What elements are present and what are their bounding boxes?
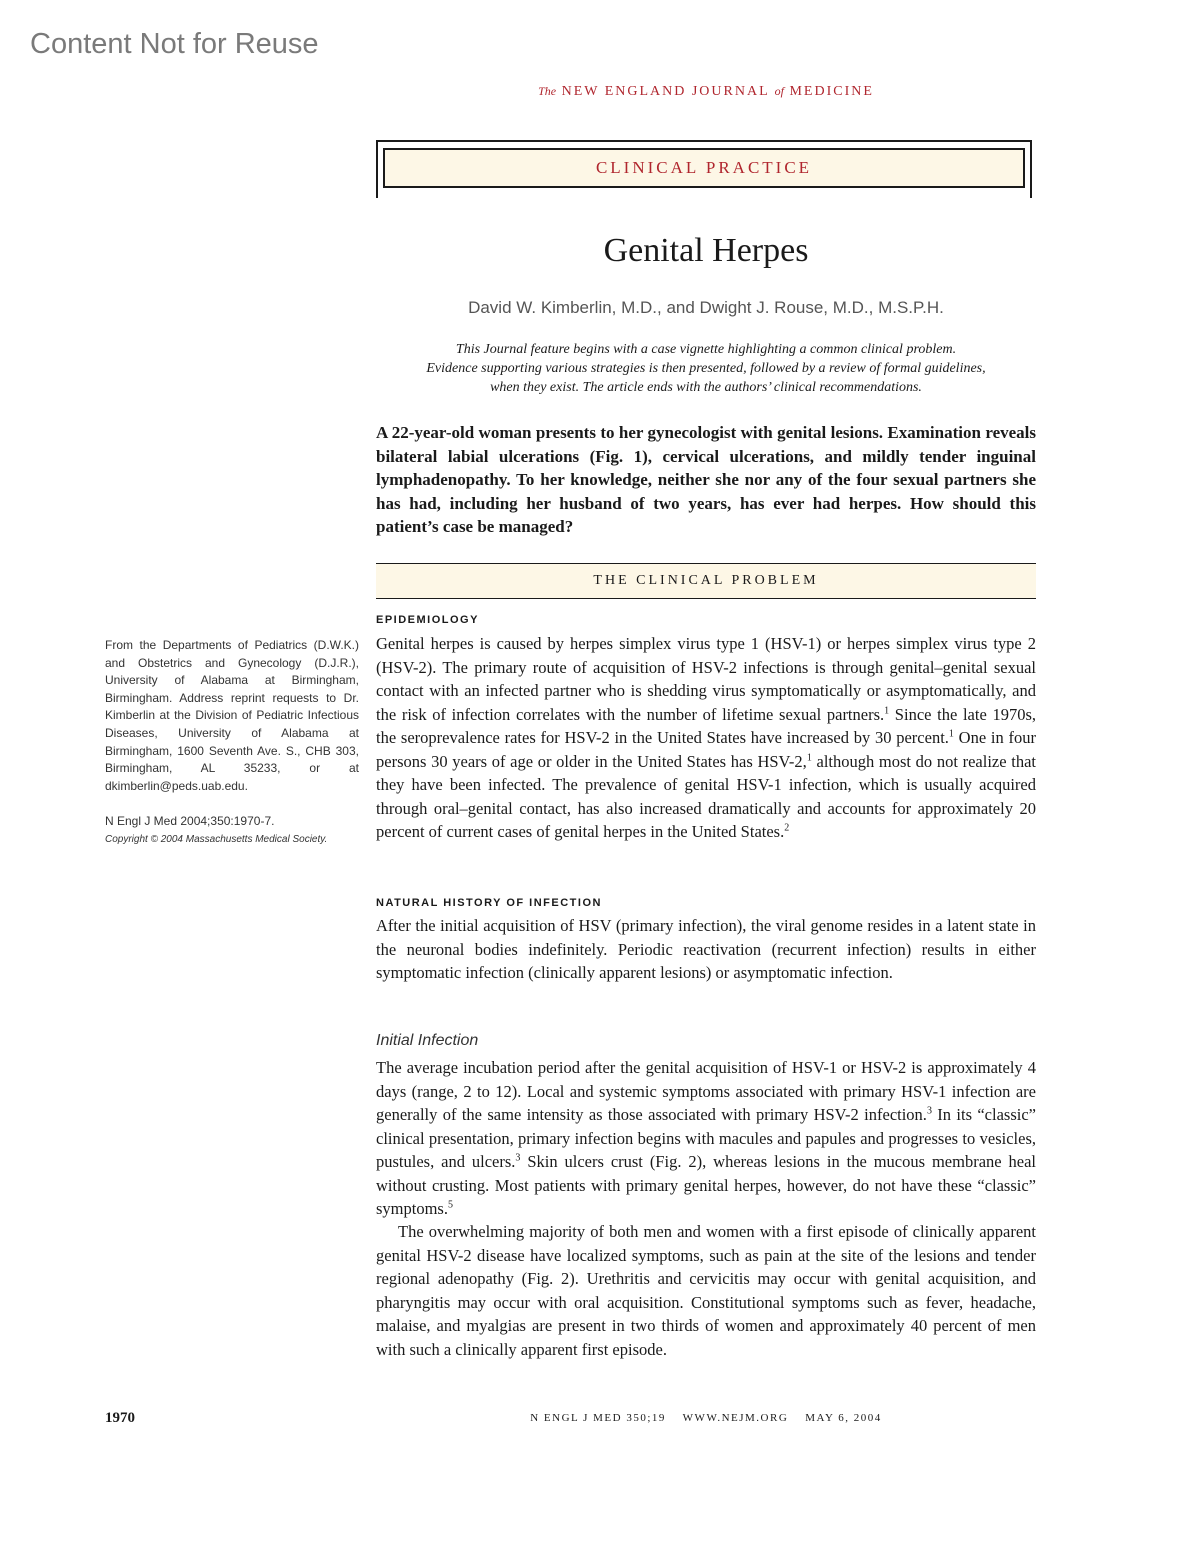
section-banner-inner bbox=[383, 148, 1025, 188]
reference-mark: 1 bbox=[806, 752, 812, 763]
initial-infection-heading: Initial Infection bbox=[376, 1032, 479, 1049]
journal-header-part1: NEW ENGLAND JOURNAL bbox=[561, 84, 770, 99]
clinical-problem-heading: THE CLINICAL PROBLEM bbox=[593, 573, 819, 588]
reference-mark: 3 bbox=[926, 1105, 932, 1117]
text-run: Since the late 1970s, the seroprevalence rates for HSV-2 in the United States have increased by 30 percent. bbox=[376, 704, 1036, 747]
footer-journal-line: N ENGL J MED 350;19 WWW.NEJM.ORG MAY 6, 2004 bbox=[530, 1412, 882, 1424]
initial-infection-paragraph-2: The overwhelming majority of both men and women with a first episode of clinically apparent genital HSV-2 disease have localized symptoms, such as pain at the site of the lesions and tender regional adenopathy (Fig. 2). Urethritis and cervicitis may occur with genital acquisition, and pharyngitis may occur with oral acquisition. Constitutional symptoms such as fever, headache, malaise, and myalgias are present in two thirds of women and approximately 40 percent of men with such a clinically apparent first episode. bbox=[376, 1222, 1036, 1359]
epidemiology-heading: EPIDEMIOLOGY bbox=[376, 614, 479, 626]
watermark: Content Not for Reuse bbox=[30, 28, 319, 60]
clinical-problem-band bbox=[376, 563, 1036, 599]
journal-header bbox=[376, 84, 1036, 100]
text-run: Genital herpes is caused by herpes simplex virus type 1 (HSV-1) or herpes simplex virus type 2 (HSV-2). The primary route of acquisition of HSV-2 infections is through genital–genital sexual contact with an infected partner who is shedding virus symptomatically or asymptomatically, and the risk of infection correlates with the number of lifetime sexual partners. bbox=[376, 634, 1036, 724]
epidemiology-paragraph bbox=[376, 632, 1036, 844]
text-run: although most do not realize that they have been infected. The prevalence of genital HSV-1 infection, which is usually acquired through oral–genital contact, has also increased dramatically and accounts for approximately 20 percent of current cases of genital herpes in the United States. bbox=[376, 751, 1036, 841]
reference-mark: 3 bbox=[515, 1152, 521, 1164]
natural-history-heading: NATURAL HISTORY OF INFECTION bbox=[376, 897, 602, 909]
journal-header-of: of bbox=[774, 84, 784, 98]
section-banner bbox=[376, 140, 1032, 198]
text-run: One in four persons 30 years of age or older in the United States has HSV-2, bbox=[376, 728, 1036, 771]
case-vignette: A 22-year-old woman presents to her gynecologist with genital lesions. Examination reveals bilateral labial ulcerations (Fig. 1), cervical ulcerations, and mildly tender inguinal lymphadenopathy. To her knowledge, neither she nor any of the four sexual partners she has had, including her husband of two years, has ever had herpes. How should this patient’s case be managed? bbox=[376, 423, 1036, 536]
page-number: 1970 bbox=[105, 1410, 135, 1426]
article-title: Genital Herpes bbox=[603, 232, 809, 269]
feature-note bbox=[376, 340, 1036, 397]
reference-mark: 1 bbox=[884, 705, 890, 716]
initial-infection-paragraph-1 bbox=[376, 1056, 1036, 1221]
reference-mark: 1 bbox=[948, 728, 954, 740]
feature-note-line: Evidence supporting various strategies is then presented, followed by a review of formal guidelines, bbox=[426, 361, 986, 376]
journal-header-part2: MEDICINE bbox=[789, 84, 874, 99]
feature-note-line: when they exist. The article ends with the authors’ clinical recommendations. bbox=[490, 380, 922, 395]
reference-mark: 2 bbox=[784, 822, 790, 834]
citation: N Engl J Med 2004;350:1970-7. bbox=[105, 814, 275, 828]
copyright: Copyright © 2004 Massachusetts Medical Society. bbox=[105, 834, 328, 845]
journal-header-the: The bbox=[538, 84, 557, 98]
text-run: In its “classic” clinical presentation, primary infection begins with macules and papules and progresses to vesicles, pustules, and ulcers. bbox=[376, 1105, 1036, 1171]
feature-note-line: This Journal feature begins with a case vignette highlighting a common clinical problem. bbox=[455, 342, 957, 357]
natural-history-paragraph: After the initial acquisition of HSV (primary infection), the viral genome resides in a latent state in the neuronal bodies indefinitely. Periodic reactivation (recurrent infection) results in either symptomatic infection (clinically apparent lesions) or asymptomatic infection. bbox=[376, 916, 1036, 982]
text-run: The average incubation period after the genital acquisition of HSV-1 or HSV-2 is approximately 4 days (range, 2 to 12). Local and systemic symptoms associated with primary HSV-1 infection are generally of the same intensity as those associated with primary HSV-2 infection. bbox=[376, 1058, 1036, 1124]
reference-mark: 5 bbox=[447, 1199, 453, 1211]
authors: David W. Kimberlin, M.D., and Dwight J. Rouse, M.D., M.S.P.H. bbox=[468, 298, 944, 317]
section-label: CLINICAL PRACTICE bbox=[595, 158, 813, 177]
author-affiliation: From the Departments of Pediatrics (D.W.K.) and Obstetrics and Gynecology (D.J.R.), University of Alabama at Birmingham, Birmingham. Address reprint requests to Dr. Kimberlin at the Division of Pediatric Infectious Diseases, University of Alabama at Birmingham, 1600 Seventh Ave. S., CHB 303, Birmingham, AL 35233, or at dkimberlin@peds.uab.edu. bbox=[105, 638, 359, 793]
text-run: Skin ulcers crust (Fig. 2), whereas lesions in the mucous membrane heal without crusting. Most patients with primary genital herpes, however, do not have these “classic” symptoms. bbox=[376, 1152, 1036, 1218]
